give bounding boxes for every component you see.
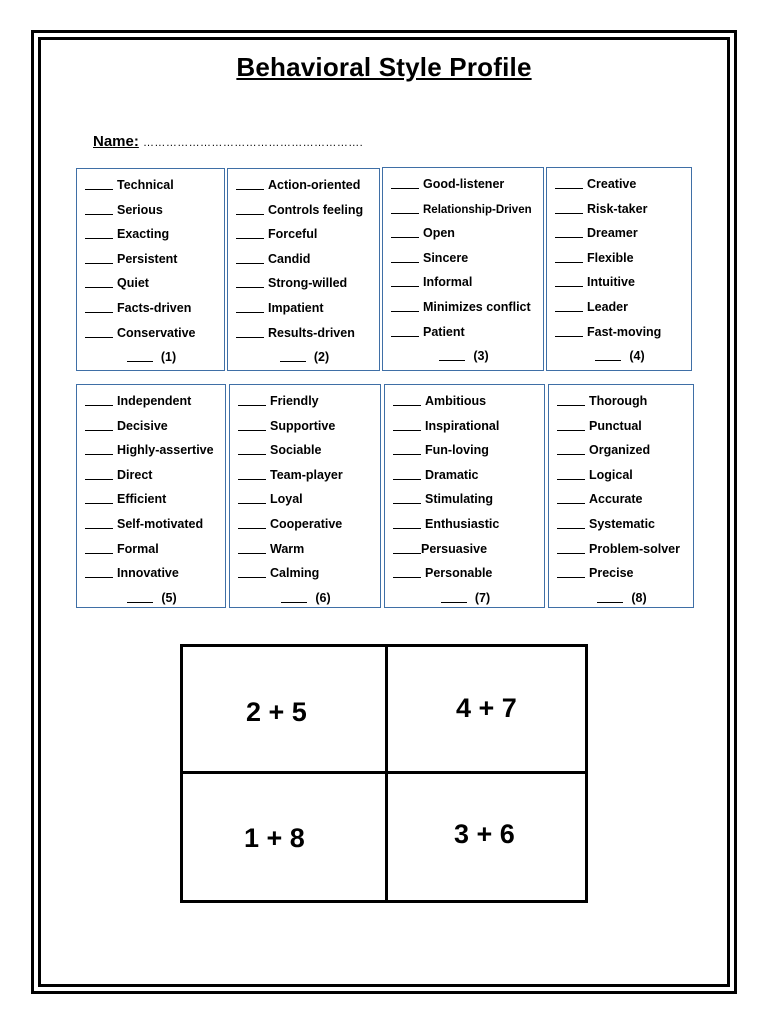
box-total: (1): [85, 345, 218, 369]
trait-item: Patient: [391, 320, 537, 345]
trait-item: Decisive: [85, 414, 219, 439]
blank-line[interactable]: [236, 175, 264, 190]
trait-item: Highly-assertive: [85, 438, 219, 463]
grid-cell-top-right: 4 + 7: [456, 693, 517, 723]
blank-line[interactable]: [238, 489, 266, 504]
total-blank[interactable]: [280, 347, 306, 362]
name-row: [93, 133, 363, 150]
trait-item: Efficient: [85, 487, 219, 512]
trait-item: Impatient: [236, 296, 373, 321]
blank-line[interactable]: [85, 391, 113, 406]
blank-line[interactable]: [557, 489, 585, 504]
blank-line[interactable]: [393, 489, 421, 504]
trait-item: Accurate: [557, 487, 687, 512]
blank-line[interactable]: [555, 297, 583, 312]
trait-item: Relationship-Driven: [391, 197, 537, 222]
trait-item: Persuasive: [393, 537, 538, 562]
blank-line[interactable]: [236, 224, 264, 239]
trait-item: Quiet: [85, 271, 218, 296]
trait-item: Innovative: [85, 561, 219, 586]
trait-item: Warm: [238, 537, 374, 562]
trait-item: Results-driven: [236, 321, 373, 346]
box-total: (5): [85, 586, 219, 610]
trait-box-8: [548, 384, 694, 608]
blank-line[interactable]: [393, 539, 421, 554]
trait-item: Enthusiastic: [393, 512, 538, 537]
trait-item: Risk-taker: [555, 197, 685, 222]
blank-line[interactable]: [236, 323, 264, 338]
blank-line[interactable]: [85, 465, 113, 480]
trait-item: Stimulating: [393, 487, 538, 512]
trait-box-4: [546, 167, 692, 371]
blank-line[interactable]: [557, 391, 585, 406]
blank-line[interactable]: [85, 273, 113, 288]
trait-box-1: [76, 168, 225, 371]
grid-cell-top-left: 2 + 5: [246, 697, 307, 727]
box-total: (7): [393, 586, 538, 610]
blank-line[interactable]: [555, 174, 583, 189]
trait-item: Open: [391, 221, 537, 246]
trait-item: Exacting: [85, 222, 218, 247]
trait-item: Friendly: [238, 389, 374, 414]
trait-item: Inspirational: [393, 414, 538, 439]
blank-line[interactable]: [557, 465, 585, 480]
blank-line[interactable]: [393, 514, 421, 529]
trait-item: Personable: [393, 561, 538, 586]
trait-item: Creative: [555, 172, 685, 197]
trait-item: Dreamer: [555, 221, 685, 246]
blank-line[interactable]: [236, 273, 264, 288]
trait-item: Intuitive: [555, 270, 685, 295]
blank-line[interactable]: [555, 322, 583, 337]
blank-line[interactable]: [85, 514, 113, 529]
blank-line[interactable]: [391, 297, 419, 312]
blank-line[interactable]: [236, 200, 264, 215]
blank-line[interactable]: [238, 465, 266, 480]
blank-line[interactable]: [391, 174, 419, 189]
name-label: Name:: [93, 133, 139, 150]
trait-item: Problem-solver: [557, 537, 687, 562]
trait-item: Informal: [391, 270, 537, 295]
trait-item: Flexible: [555, 246, 685, 271]
blank-line[interactable]: [85, 175, 113, 190]
total-blank[interactable]: [127, 588, 153, 603]
page-title: Behavioral Style Profile: [236, 52, 532, 82]
trait-box-5: [76, 384, 226, 608]
blank-line[interactable]: [236, 249, 264, 264]
grid-cell-bottom-left: 1 + 8: [244, 823, 305, 853]
trait-item: Calming: [238, 561, 374, 586]
trait-item: Sincere: [391, 246, 537, 271]
trait-item: Systematic: [557, 512, 687, 537]
trait-item: Candid: [236, 247, 373, 272]
blank-line[interactable]: [391, 322, 419, 337]
blank-line[interactable]: [85, 200, 113, 215]
blank-line[interactable]: [85, 563, 113, 578]
box-total: (3): [391, 344, 537, 368]
total-blank[interactable]: [439, 346, 465, 361]
trait-item: Minimizes conflict: [391, 295, 537, 320]
blank-line[interactable]: [555, 272, 583, 287]
trait-item: Cooperative: [238, 512, 374, 537]
blank-line[interactable]: [85, 224, 113, 239]
trait-item: Conservative: [85, 321, 218, 346]
trait-item: Sociable: [238, 438, 374, 463]
trait-item: Direct: [85, 463, 219, 488]
blank-line[interactable]: [238, 514, 266, 529]
box-total: (6): [238, 586, 374, 610]
blank-line[interactable]: [391, 199, 419, 214]
grid-cell-bottom-right: 3 + 6: [454, 819, 515, 849]
blank-line[interactable]: [393, 465, 421, 480]
blank-line[interactable]: [393, 440, 421, 455]
trait-box-2: [227, 168, 380, 371]
blank-line[interactable]: [238, 391, 266, 406]
blank-line[interactable]: [557, 440, 585, 455]
trait-box-3: [382, 167, 544, 371]
trait-item: Action-oriented: [236, 173, 373, 198]
box-total: (4): [555, 344, 685, 368]
trait-item: Fast-moving: [555, 320, 685, 345]
blank-line[interactable]: [557, 514, 585, 529]
blank-line[interactable]: [85, 249, 113, 264]
scoring-grid: [180, 644, 588, 903]
blank-line[interactable]: [238, 539, 266, 554]
blank-line[interactable]: [238, 563, 266, 578]
trait-box-7: [384, 384, 545, 608]
trait-item: Facts-driven: [85, 296, 218, 321]
trait-item: Strong-willed: [236, 271, 373, 296]
blank-line[interactable]: [85, 298, 113, 313]
trait-item: Serious: [85, 198, 218, 223]
trait-item: Formal: [85, 537, 219, 562]
trait-item: Thorough: [557, 389, 687, 414]
total-blank[interactable]: [597, 588, 623, 603]
total-blank[interactable]: [595, 346, 621, 361]
blank-line[interactable]: [393, 563, 421, 578]
trait-item: Punctual: [557, 414, 687, 439]
total-blank[interactable]: [127, 347, 153, 362]
total-blank[interactable]: [441, 588, 467, 603]
trait-item: Self-motivated: [85, 512, 219, 537]
grid-horizontal-divider: [183, 771, 585, 774]
trait-item: Leader: [555, 295, 685, 320]
blank-line[interactable]: [238, 440, 266, 455]
blank-line[interactable]: [85, 323, 113, 338]
trait-item: Independent: [85, 389, 219, 414]
blank-line[interactable]: [557, 416, 585, 431]
blank-line[interactable]: [391, 272, 419, 287]
box-total: (2): [236, 345, 373, 369]
trait-item: Precise: [557, 561, 687, 586]
trait-item: Fun-loving: [393, 438, 538, 463]
blank-line[interactable]: [391, 248, 419, 263]
trait-item: Organized: [557, 438, 687, 463]
box-total: (8): [557, 586, 687, 610]
trait-item: Technical: [85, 173, 218, 198]
blank-line[interactable]: [555, 223, 583, 238]
total-blank[interactable]: [281, 588, 307, 603]
trait-item: Supportive: [238, 414, 374, 439]
trait-item: Ambitious: [393, 389, 538, 414]
blank-line[interactable]: [85, 489, 113, 504]
blank-line[interactable]: [393, 391, 421, 406]
blank-line[interactable]: [557, 563, 585, 578]
trait-item: Dramatic: [393, 463, 538, 488]
blank-line[interactable]: [555, 199, 583, 214]
blank-line[interactable]: [236, 298, 264, 313]
trait-box-6: [229, 384, 381, 608]
blank-line[interactable]: [85, 440, 113, 455]
blank-line[interactable]: [85, 539, 113, 554]
trait-item: Forceful: [236, 222, 373, 247]
trait-item: Good-listener: [391, 172, 537, 197]
trait-item: Persistent: [85, 247, 218, 272]
trait-item: Team-player: [238, 463, 374, 488]
trait-item: Loyal: [238, 487, 374, 512]
blank-line[interactable]: [555, 248, 583, 263]
blank-line[interactable]: [557, 539, 585, 554]
trait-item: Logical: [557, 463, 687, 488]
blank-line[interactable]: [391, 223, 419, 238]
blank-line[interactable]: [238, 416, 266, 431]
name-field[interactable]: ………………………………………………….: [143, 137, 364, 149]
blank-line[interactable]: [393, 416, 421, 431]
trait-item: Controls feeling: [236, 198, 373, 223]
blank-line[interactable]: [85, 416, 113, 431]
